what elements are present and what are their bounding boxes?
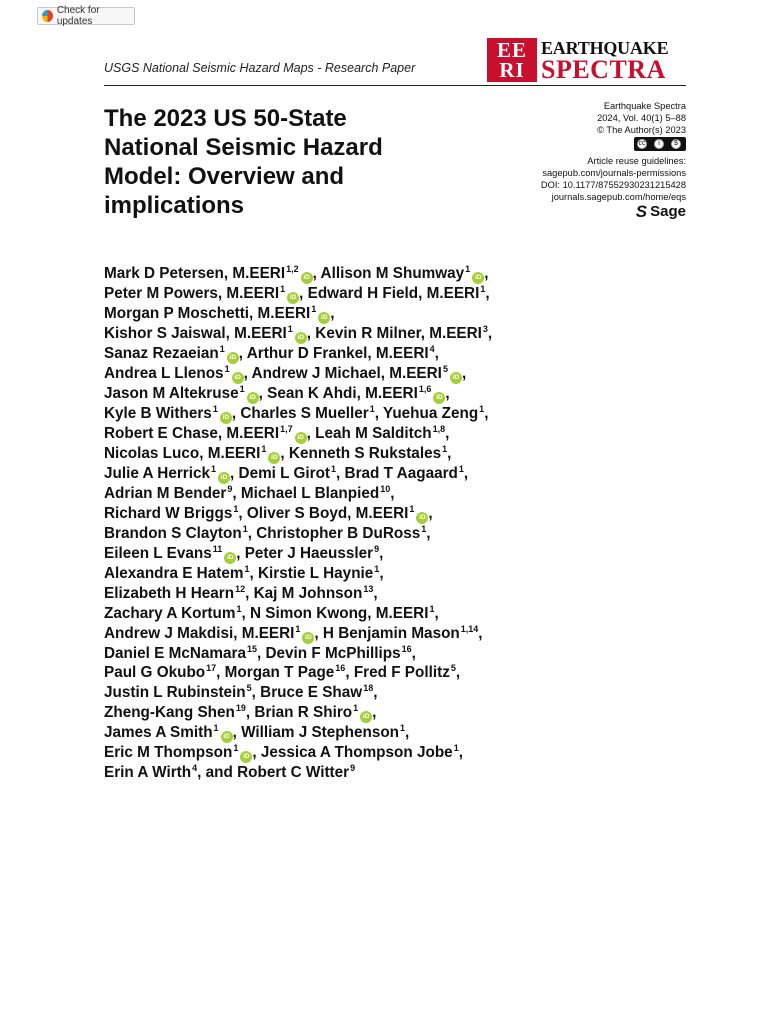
affiliation-superscript: 1 — [233, 503, 239, 514]
author-name: Leah M Salditch — [315, 425, 432, 442]
author-row — [104, 524, 574, 544]
affiliation-superscript: 9 — [227, 484, 233, 494]
affiliation-superscript: 19 — [235, 703, 246, 714]
author-name: Erin A Wirth — [104, 764, 192, 782]
orcid-icon[interactable]: iD — [224, 552, 236, 564]
author-name: Kevin R Milner, M.EERI — [315, 325, 482, 342]
author-row — [104, 564, 574, 584]
author-name: Allison M Shumway — [320, 265, 465, 282]
affiliation-superscript: 1 — [479, 404, 485, 414]
author-name: Adrian M Bender — [104, 485, 227, 502]
author-separator: , — [379, 564, 384, 582]
author-separator: , — [485, 285, 490, 302]
running-head: USGS National Seismic Hazard Maps - Research Paper — [104, 61, 416, 75]
author-separator: , — [373, 684, 378, 702]
author-name: Brian R Shiro — [254, 704, 353, 722]
orcid-icon[interactable]: iD — [416, 512, 428, 524]
author-row — [104, 604, 574, 624]
orcid-icon[interactable]: iD — [220, 412, 232, 424]
author-row — [104, 344, 574, 364]
affiliation-superscript: 1,6 — [418, 384, 432, 394]
author-name: Alexandra E Hatem — [104, 564, 244, 582]
author-separator: , — [306, 325, 316, 342]
affiliation-superscript: 1,8 — [432, 424, 446, 434]
author-name: Devin F McPhillips — [265, 644, 401, 662]
affiliation-superscript: 1 — [212, 404, 218, 414]
author-row — [104, 304, 574, 324]
author-name: Andrew J Michael, M.EERI — [251, 365, 442, 382]
affiliation-superscript: 5 — [450, 663, 456, 674]
author-name: Mark D Petersen, M.EERI — [104, 265, 286, 282]
author-name: Jessica A Thompson Jobe — [260, 744, 453, 762]
author-name: Nicolas Luco, M.EERI — [104, 445, 261, 462]
header-rule — [104, 85, 686, 86]
author-separator: , — [238, 504, 247, 522]
author-row — [104, 624, 574, 644]
orcid-icon[interactable]: iD — [301, 272, 313, 284]
article-title: The 2023 US 50-State National Seismic Hazard Model: Overview and implications — [104, 105, 383, 219]
author-name: H Benjamin Mason — [322, 624, 460, 642]
orcid-icon[interactable]: iD — [302, 632, 314, 644]
author-separator: , — [428, 504, 433, 522]
author-row — [104, 544, 574, 564]
author-name: Brad T Aagaard — [344, 465, 458, 482]
affiliation-superscript: 1 — [242, 523, 248, 534]
author-name: Andrea L Llenos — [104, 365, 224, 382]
author-separator: , — [238, 345, 247, 362]
author-separator: , — [336, 465, 345, 482]
affiliation-superscript: 1 — [295, 623, 301, 634]
author-separator: , and — [197, 764, 238, 782]
orcid-icon[interactable]: iD — [295, 432, 307, 444]
author-separator: , — [487, 325, 493, 342]
author-name: Demi L Girot — [238, 465, 331, 482]
author-row — [104, 404, 574, 424]
journal-home-link[interactable]: journals.sagepub.com/home/eqs — [551, 192, 686, 202]
orcid-icon[interactable]: iD — [450, 372, 462, 384]
author-row — [104, 584, 574, 604]
affiliation-superscript: 1 — [239, 384, 245, 394]
author-name: Morgan P Moschetti, M.EERI — [104, 305, 311, 322]
affiliation-superscript: 1 — [453, 743, 459, 754]
author-separator: , — [390, 485, 395, 502]
author-separator: , — [463, 465, 469, 482]
affiliation-superscript: 5 — [246, 683, 252, 694]
affiliation-superscript: 1 — [311, 304, 317, 314]
author-separator: , — [345, 664, 354, 682]
author-separator: , — [374, 405, 383, 422]
author-separator: , — [447, 445, 452, 462]
author-name: Kenneth S Rukstales — [288, 445, 442, 462]
author-row — [104, 384, 574, 404]
author-separator: , — [484, 265, 489, 282]
affiliation-superscript: 17 — [206, 663, 217, 674]
author-name: Eric M Thompson — [104, 744, 233, 762]
author-row — [104, 464, 574, 484]
author-name: Paul G Okubo — [104, 664, 206, 682]
author-name: Edward H Field, M.EERI — [307, 285, 480, 302]
journal-volume: 2024, Vol. 40(1) 5–88 — [597, 113, 686, 123]
author-separator: , — [379, 544, 384, 562]
author-row — [104, 324, 574, 344]
author-separator: , — [434, 604, 439, 622]
author-name: Sanaz Rezaeian — [104, 345, 219, 362]
affiliation-superscript: 1 — [442, 444, 448, 454]
affiliation-superscript: 1 — [458, 464, 464, 474]
cc-by-nc-icon[interactable]: cc i $ — [634, 137, 686, 151]
affiliation-superscript: 10 — [380, 484, 391, 494]
affiliation-superscript: 16 — [401, 643, 412, 654]
author-separator: , — [373, 584, 378, 602]
affiliation-superscript: 1 — [369, 404, 375, 414]
earthquake-spectra-logo — [487, 38, 687, 84]
affiliation-superscript: 1 — [465, 264, 471, 274]
affiliation-superscript: 16 — [335, 663, 346, 674]
author-row — [104, 264, 574, 284]
author-name: Kyle B Withers — [104, 405, 212, 422]
orcid-icon[interactable]: iD — [360, 711, 372, 723]
affiliation-superscript: 1 — [213, 723, 219, 734]
author-separator: , — [243, 365, 252, 382]
author-separator: , — [247, 524, 257, 542]
affiliation-superscript: 1 — [287, 324, 293, 334]
affiliation-superscript: 18 — [363, 683, 374, 694]
author-name: Bruce E Shaw — [260, 684, 363, 702]
author-separator: , — [434, 345, 439, 362]
author-separator: , — [405, 724, 410, 742]
affiliation-superscript: 4 — [429, 344, 435, 354]
author-separator: , — [455, 664, 461, 682]
author-separator: , — [230, 465, 239, 482]
author-name: Brandon S Clayton — [104, 524, 242, 542]
orcid-icon[interactable]: iD — [287, 292, 299, 304]
crossmark-icon — [42, 10, 53, 22]
author-name: Zachary A Kortum — [104, 604, 236, 622]
author-separator: , — [458, 744, 463, 762]
author-separator: , — [299, 285, 308, 302]
author-separator: , — [461, 365, 467, 382]
affiliation-superscript: 1 — [224, 364, 230, 374]
affiliation-superscript: 12 — [235, 583, 246, 594]
journal-metadata — [486, 100, 686, 221]
author-name: William J Stephenson — [241, 724, 400, 742]
author-name: Charles S Mueller — [240, 405, 369, 422]
orcid-icon[interactable]: iD — [227, 352, 239, 364]
author-separator: , — [245, 704, 255, 722]
author-name: Eileen L Evans — [104, 544, 212, 562]
orcid-icon[interactable]: iD — [221, 731, 233, 743]
orcid-icon[interactable]: iD — [433, 392, 445, 404]
author-name: Julie A Herrick — [104, 465, 210, 482]
author-list — [104, 264, 574, 783]
affiliation-superscript: 3 — [482, 324, 488, 334]
author-separator: , — [426, 524, 431, 542]
author-name: Justin L Rubinstein — [104, 684, 246, 702]
logo-line1: EARTHQUAKE — [541, 38, 669, 58]
author-name: Elizabeth H Hearn — [104, 584, 235, 602]
affiliation-superscript: 1 — [233, 743, 239, 754]
affiliation-superscript: 1,2 — [286, 264, 299, 274]
affiliation-superscript: 1 — [429, 603, 435, 614]
sage-icon: S — [635, 202, 648, 221]
orcid-icon[interactable]: iD — [472, 272, 484, 284]
affiliation-superscript: 5 — [442, 364, 448, 374]
affiliation-superscript: 9 — [374, 543, 380, 554]
author-name: Robert C Witter — [237, 764, 350, 782]
affiliation-superscript: 1 — [480, 284, 486, 294]
author-separator: , — [312, 265, 321, 282]
affiliation-superscript: 1,7 — [280, 424, 293, 434]
author-name: Kirstie L Haynie — [257, 564, 374, 582]
author-separator: , — [484, 405, 489, 422]
author-separator: , — [306, 425, 316, 442]
affiliation-superscript: 4 — [192, 763, 198, 774]
check-for-updates-button[interactable] — [37, 7, 135, 25]
affiliation-superscript: 15 — [246, 643, 257, 654]
orcid-icon[interactable]: iD — [295, 332, 307, 344]
author-row — [104, 743, 574, 763]
author-separator: , — [249, 564, 258, 582]
author-name: Arthur D Frankel, M.EERI — [246, 345, 429, 362]
author-row — [104, 644, 574, 664]
author-separator: , — [231, 405, 241, 422]
orcid-icon[interactable]: iD — [318, 312, 330, 324]
author-row — [104, 364, 574, 384]
affiliation-superscript: 1 — [331, 464, 337, 474]
author-separator: , — [232, 724, 242, 742]
author-row — [104, 723, 574, 743]
author-name: Andrew J Makdisi, M.EERI — [104, 624, 295, 642]
author-name: Morgan T Page — [224, 664, 335, 682]
doi[interactable]: DOI: 10.1177/87552930231215428 — [540, 180, 686, 190]
author-separator: , — [252, 744, 261, 762]
affiliation-superscript: 1 — [261, 444, 267, 454]
publisher-name: Sage — [650, 203, 686, 220]
eeri-logo-box: EE RI — [487, 38, 537, 82]
check-for-updates-label: Check for updates — [56, 5, 100, 27]
journal-name: Earthquake Spectra — [603, 101, 686, 111]
author-separator: , — [245, 584, 254, 602]
logo-line2: SPECTRA — [541, 55, 666, 84]
affiliation-superscript: 13 — [363, 583, 374, 594]
copyright: © The Author(s) 2023 — [597, 125, 686, 135]
author-name: Jason M Altekruse — [104, 385, 239, 402]
author-name: N Simon Kwong, M.EERI — [249, 604, 429, 622]
author-separator: , — [257, 644, 266, 662]
affiliation-superscript: 1 — [211, 464, 217, 474]
orcid-icon[interactable]: iD — [247, 392, 259, 404]
author-row — [104, 444, 574, 464]
affiliation-superscript: 1 — [409, 503, 415, 514]
author-name: Sean K Ahdi, M.EERI — [267, 385, 418, 402]
author-separator: , — [236, 544, 245, 562]
author-row — [104, 683, 574, 703]
affiliation-superscript: 1 — [219, 344, 225, 354]
author-name: Fred F Pollitz — [353, 664, 450, 682]
author-name: James A Smith — [104, 724, 213, 742]
affiliation-superscript: 1 — [280, 284, 286, 294]
reuse-link[interactable]: sagepub.com/journals-permissions — [542, 168, 686, 178]
author-separator: , — [445, 425, 450, 442]
author-name: Michael L Blanpied — [240, 485, 380, 502]
affiliation-superscript: 11 — [212, 543, 223, 554]
author-row — [104, 663, 574, 683]
author-name: Peter J Haeussler — [244, 544, 374, 562]
orcid-icon[interactable]: iD — [268, 452, 280, 464]
author-separator: , — [372, 704, 377, 722]
affiliation-superscript: 1 — [244, 563, 250, 574]
author-name: Richard W Briggs — [104, 504, 233, 522]
author-separator: , — [258, 385, 268, 402]
author-name: Kaj M Johnson — [253, 584, 363, 602]
author-name: Kishor S Jaiswal, M.EERI — [104, 325, 287, 342]
author-separator: , — [411, 644, 416, 662]
author-row — [104, 484, 574, 504]
orcid-icon[interactable]: iD — [218, 472, 230, 484]
orcid-icon[interactable]: iD — [232, 372, 244, 384]
author-row — [104, 504, 574, 524]
author-name: Christopher B DuRoss — [256, 524, 421, 542]
author-name: Yuehua Zeng — [382, 405, 479, 422]
author-row — [104, 424, 574, 444]
author-name: Oliver S Boyd, M.EERI — [246, 504, 409, 522]
affiliation-superscript: 1 — [236, 603, 242, 614]
reuse-label: Article reuse guidelines: — [587, 156, 686, 166]
affiliation-superscript: 1 — [421, 523, 427, 534]
author-name: Robert E Chase, M.EERI — [104, 425, 280, 442]
affiliation-superscript: 1 — [374, 563, 380, 574]
author-separator: , — [251, 684, 261, 702]
author-name: Daniel E McNamara — [104, 644, 246, 662]
affiliation-superscript: 9 — [350, 763, 356, 774]
author-separator: , — [280, 445, 289, 462]
sage-logo — [486, 202, 686, 221]
author-name: Peter M Powers, M.EERI — [104, 285, 280, 302]
orcid-icon[interactable]: iD — [240, 751, 252, 763]
affiliation-superscript: 1 — [353, 703, 359, 714]
author-row — [104, 703, 574, 723]
author-row — [104, 284, 574, 304]
author-separator: , — [330, 305, 335, 322]
affiliation-superscript: 1,14 — [460, 623, 479, 634]
author-separator: , — [478, 624, 483, 642]
author-separator: , — [216, 664, 225, 682]
author-separator: , — [314, 624, 323, 642]
author-separator: , — [445, 385, 450, 402]
author-name: Zheng-Kang Shen — [104, 704, 235, 722]
author-separator: , — [241, 604, 250, 622]
author-separator: , — [232, 485, 241, 502]
affiliation-superscript: 1 — [400, 723, 406, 734]
author-row — [104, 763, 574, 783]
